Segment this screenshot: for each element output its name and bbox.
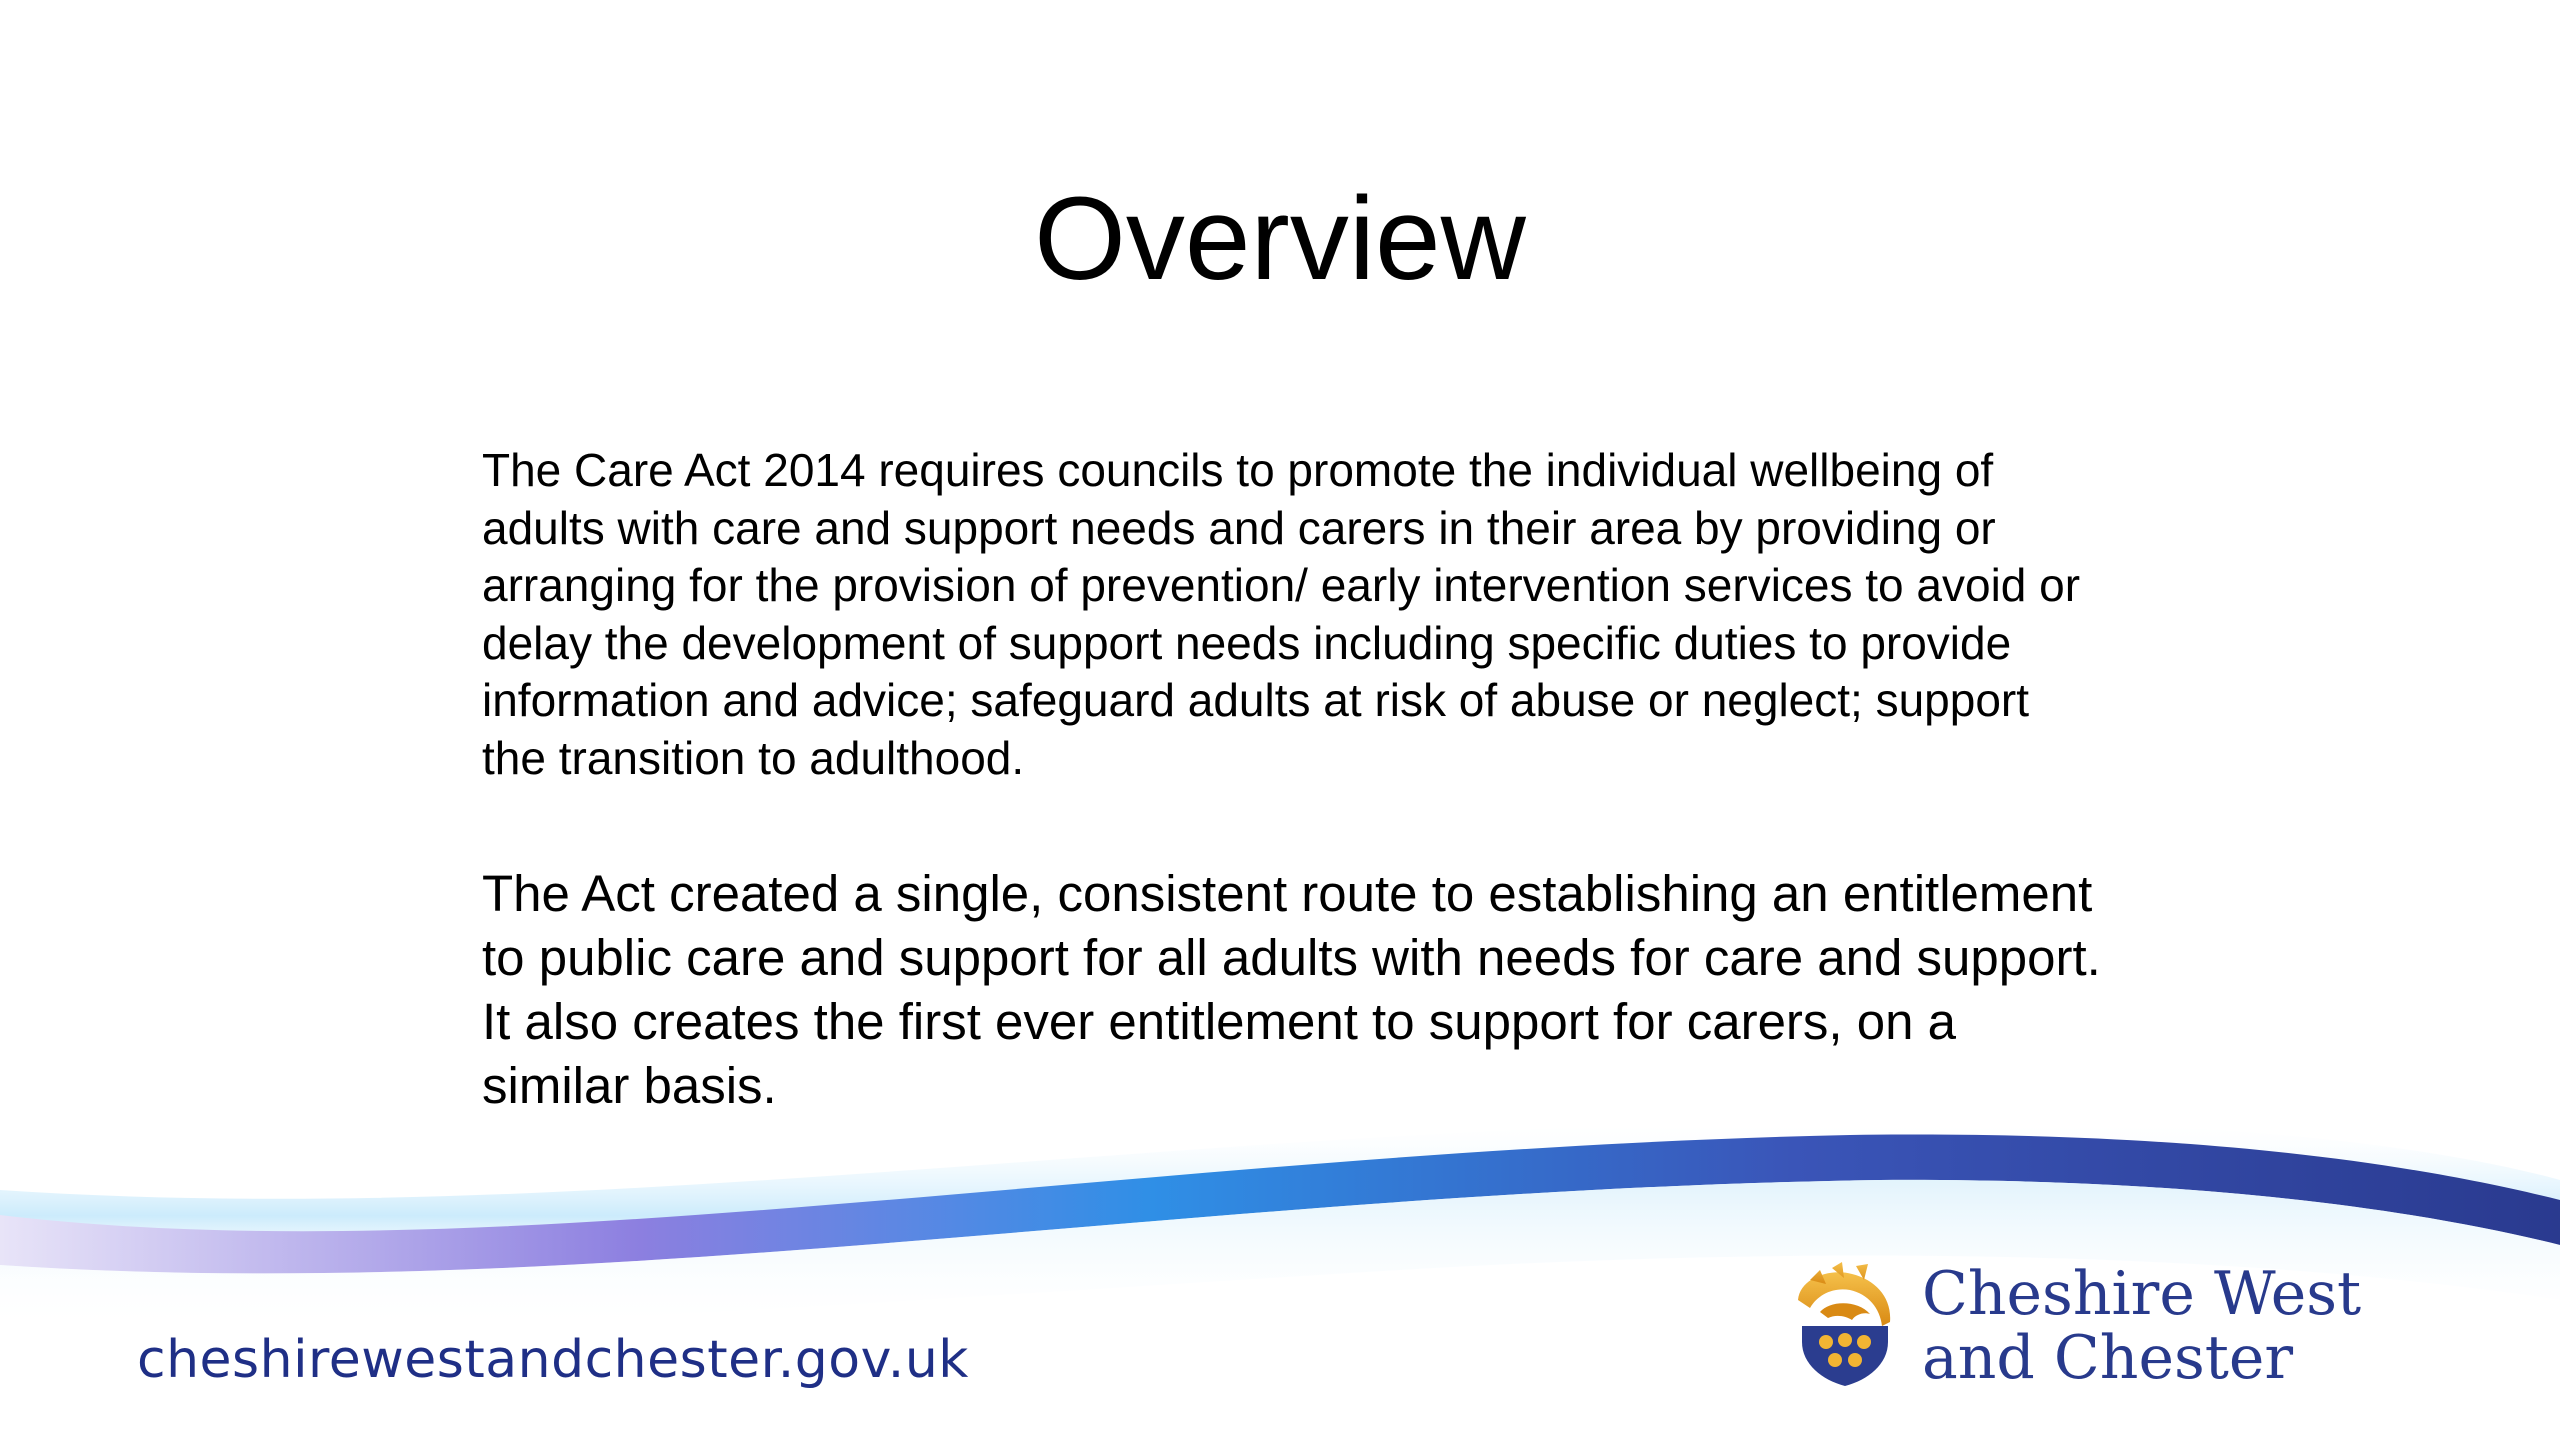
council-crest-icon	[1780, 1260, 1910, 1390]
council-name-line-1: Cheshire West	[1922, 1259, 2362, 1329]
body-paragraph-2: The Act created a single, consistent route to establishing an entitlement to public care and support for all adults with needs for care and support. It also creates the first ever entitlement to support for carers, on a similar basis.	[482, 865, 2101, 1114]
body-paragraph-1: The Care Act 2014 requires councils to promote the individual wellbeing of adults with care and support needs and carers in their area by providing or arranging for the provision of prevention/ early intervention services to avoid or delay the development of support needs including specific duties to provide information and advice; safeguard adults at risk of abuse or neglect; support the transition to adulthood.	[482, 444, 2081, 784]
council-name-line-2: and Chester	[1922, 1323, 2294, 1393]
slide-title: Overview	[1034, 173, 1526, 305]
website-url: cheshirewestandchester.gov.uk	[137, 1330, 969, 1390]
council-name	[1922, 1259, 2362, 1393]
